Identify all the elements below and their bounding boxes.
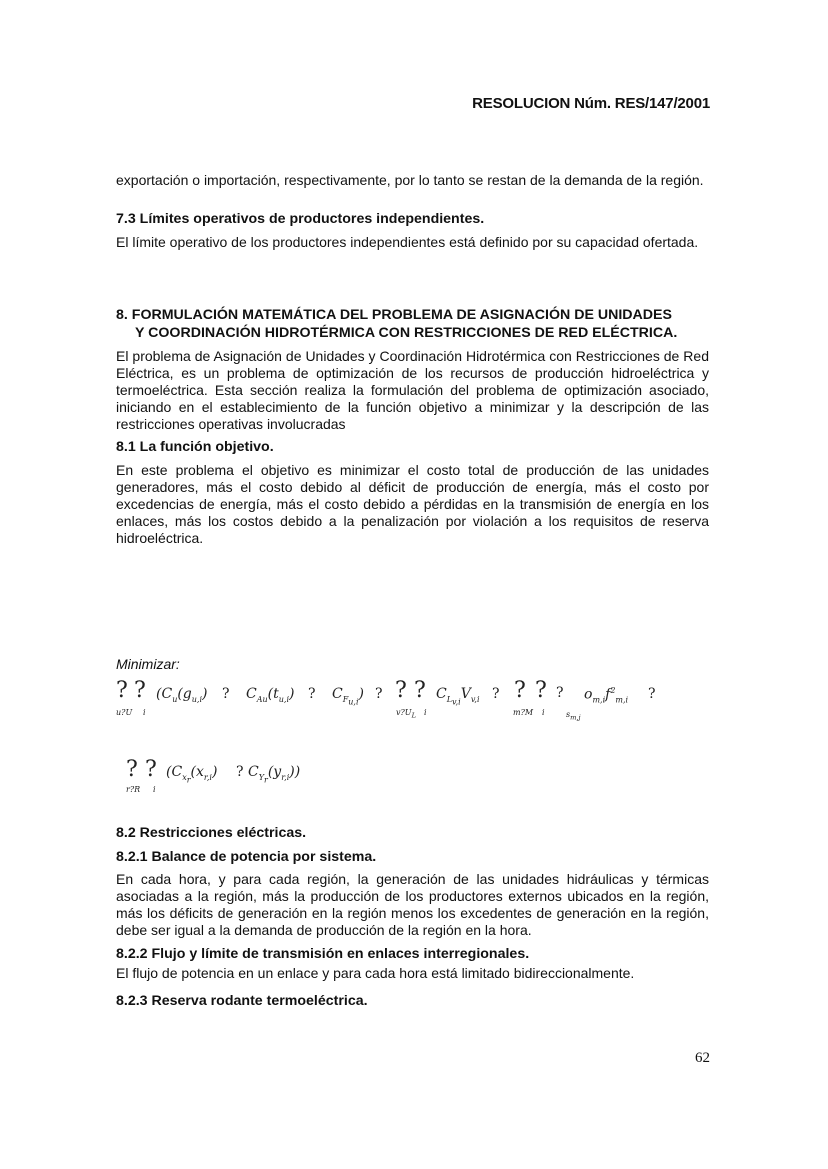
section-8-heading-line2: Y COORDINACIÓN HIDROTÉRMICA CON RESTRICCIONES DE RED ELÉCTRICA. [135,324,678,341]
term-cost-excess: $C_{Y_r}(y_{r,i})$) [248,764,301,785]
summation-glyph: ? [134,678,146,703]
section-8-heading-line1: 8. FORMULACIÓN MATEMÁTICA DEL PROBLEMA DE ASIGNACIÓN DE UNIDADES [116,307,672,323]
sum-index-r: r?R [126,785,141,794]
operator-glyph: ? [648,686,656,702]
intro-paragraph: exportación o importación, respectivamente, por lo tanto se restan de la demanda de la región. [116,172,704,188]
document-header: RESOLUCION Núm. RES/147/2001 [472,95,710,112]
section-8-2-2-heading: 8.2.2 Flujo y límite de transmisión en enlaces interregionales. [116,946,530,962]
sum-index-i: i [143,708,146,717]
section-8-paragraph: El problema de Asignación de Unidades y Coordinación Hidrotérmica con Restricciones de Red Eléctrica, es un problema de optimización de los recursos de producción hidroeléctrica y termoeléctrica. Esta sección realiza la formulación del problema de optimización asociado, iniciando en el establecimiento de la función objetivo a minimizar y la descripción de las restricciones operativas involucradas [116,348,709,432]
operator-glyph: ? [236,764,244,780]
summation-glyph: ? [414,678,426,703]
section-8-2-2-paragraph: El flujo de potencia en un enlace y para cada hora está limitado bidireccionalmente. [116,965,635,981]
sum-index-i: i [424,708,427,717]
term-cost-deficit: ($C_{x_r}(x_{r,i})$ [166,764,218,785]
summation-glyph: ? [395,678,407,703]
minimizar-label: Minimizar: [116,656,180,672]
sum-index-i: i [542,708,545,717]
section-8-2-3-heading: 8.2.3 Reserva rodante termoeléctrica. [116,993,368,1009]
summation-glyph: ? [514,678,526,703]
term-cost-losses: $C_{L_{v,i}}V_{v,i}$ [436,686,480,707]
term-cost-startup: $C_{Au}(t_{u,i})$ [246,686,295,704]
sum-index-s: $s_{m,j}$ [566,710,581,722]
summation-glyph: ? [535,678,547,703]
operator-glyph: ? [375,686,383,702]
operator-glyph: ? [556,685,564,701]
sum-index-m: m?M [513,708,534,717]
sum-index-u: u?U [116,708,133,717]
section-7-3-heading: 7.3 Límites operativos de productores independientes. [116,211,485,227]
term-penalty-reserve: $o_{m,i}f^2_{m,i}$ [584,686,629,705]
page-number: 62 [695,1050,710,1066]
term-cost-generation: ($C_u(g_{u,i})$ [156,686,208,704]
section-8-1-paragraph: En este problema el objetivo es minimizar el costo total de producción de las unidades generadores, más el costo debido al déficit de producción de energía, más el costo por excedencias de energía, más el costo debido a pérdidas en la transmisión de energía en los enlaces, más los costos debido a la penalización por violación a los requisitos de reserva hidroeléctrica. [116,462,709,546]
term-cost-fixed: $C_{F_{u,i}}$) [332,686,365,707]
summation-glyph: ? [145,757,157,782]
operator-glyph: ? [222,686,230,702]
section-8-1-heading: 8.1 La función objetivo. [116,439,274,455]
sum-index-v: $v?U_L$ [396,708,416,720]
summation-glyph: ? [116,678,128,703]
section-8-2-1-paragraph: En cada hora, y para cada región, la generación de las unidades hidráulicas y térmicas asociadas a la región, más la producción de los productores externos ubicados en la región, más los déficits de generación en la región menos los excedentes de generación en la región, debe ser igual a la demanda de producción de la región en la hora. [116,871,709,938]
sum-index-i: i [153,785,156,794]
section-8-2-heading: 8.2 Restricciones eléctricas. [116,825,307,841]
operator-glyph: ? [492,686,500,702]
section-7-3-paragraph: El límite operativo de los productores independientes está definido por su capacidad ofertada. [116,234,699,250]
summation-glyph: ? [126,757,138,782]
section-8-2-1-heading: 8.2.1 Balance de potencia por sistema. [116,849,377,865]
operator-glyph: ? [308,686,316,702]
